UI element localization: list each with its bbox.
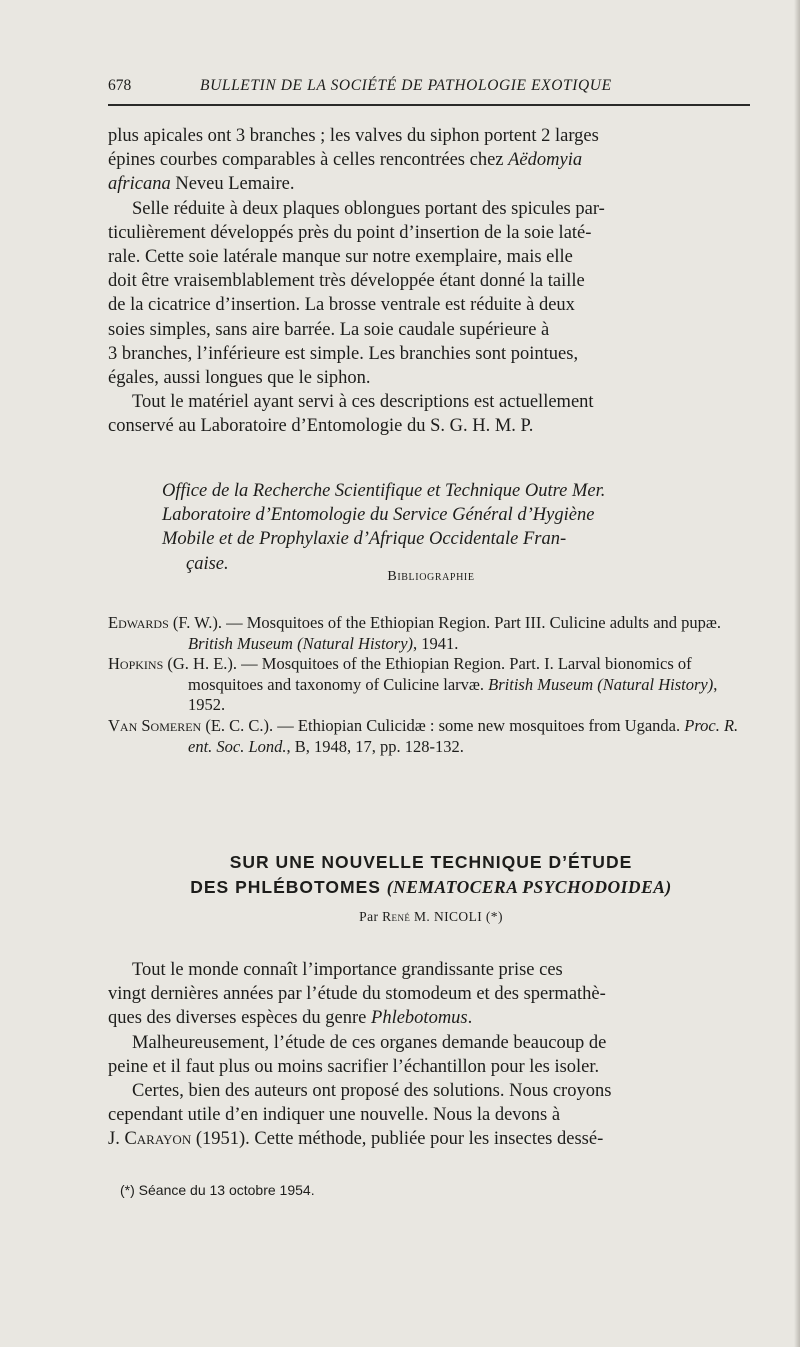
reference-author: Edwards <box>108 613 169 632</box>
page-number: 678 <box>108 77 132 94</box>
genus-name: Phlebotomus <box>371 1008 468 1029</box>
text-line: ticulièrement développés près du point d’insertion de la soie laté- <box>108 222 592 243</box>
reference-publisher: Proc. R. ent. Soc. Lond. <box>188 715 739 756</box>
text-line: plus apicales ont 3 branches ; les valves du siphon portent 2 larges <box>108 126 599 146</box>
text-line: africana Neveu Lemaire. <box>108 174 295 195</box>
text-line: Certes, bien des auteurs ont proposé des solutions. Nous croyons <box>132 1081 612 1102</box>
reference-publisher: British Museum (Natural History) <box>188 633 414 653</box>
species-name: africana <box>108 174 171 195</box>
title-line: SUR UNE NOUVELLE TECHNIQUE D’ÉTUDE <box>229 852 633 872</box>
reference-author: Hopkins <box>108 654 164 674</box>
text-line: égales, aussi longues que le siphon. <box>108 368 371 389</box>
bibliography-list <box>108 613 754 757</box>
header-rule <box>108 104 750 106</box>
text-line: conservé au Laboratoire d’Entomologie du S. G. H. M. P. <box>108 416 534 437</box>
journal-title: BULLETIN DE LA SOCIÉTÉ DE PATHOLOGIE EXOTIQUE <box>200 77 612 94</box>
text-line: de la cicatrice d’insertion. La brosse ventrale est réduite à deux <box>108 295 575 316</box>
affiliation-line: çaise. <box>186 553 229 574</box>
affiliation-line: Office de la Recherche Scientifique et Technique Outre Mer. <box>162 481 606 501</box>
affiliation-line: Laboratoire d’Entomologie du Service Général d’Hygiène <box>162 505 595 526</box>
reference-publisher: British Museum (Natural History) <box>488 674 714 694</box>
bibliography-heading: Bibliographie <box>387 569 475 584</box>
taxon-name: (NEMATOCERA PSYCHODOIDEA) <box>386 877 672 897</box>
title-line: DES PHLÉBOTOMES (NEMATOCERA PSYCHODOIDEA) <box>190 877 672 897</box>
reference-author: Van Someren <box>108 715 202 735</box>
description-text <box>108 124 754 439</box>
footnote: (*) Séance du 13 octobre 1954. <box>120 1182 315 1198</box>
text-line: vingt dernières années par l’étude du stomodeum et des spermathè- <box>108 984 606 1005</box>
text-line: J. Carayon (1951). Cette méthode, publiée pour les insectes dessé- <box>108 1129 604 1150</box>
author-first-name: René <box>382 909 411 924</box>
text-line: peine et il faut plus ou moins sacrifier l’échantillon pour les isoler. <box>108 1056 600 1077</box>
reference-entry: Van Someren (E. C. C.). — Ethiopian Culicidæ : some new mosquitoes from Uganda. Proc. R. ent. Soc. Lond., B, 1948, 17, pp. 128-132. <box>108 715 739 756</box>
text-line: ques des diverses espèces du genre Phlebotomus. <box>108 1008 473 1029</box>
genus-name: Aëdomyia <box>508 150 583 171</box>
article-body <box>108 958 754 1152</box>
text-line: rale. Cette soie latérale manque sur notre exemplaire, mais elle <box>108 247 573 268</box>
affiliation-line: Mobile et de Prophylaxie d’Afrique Occidentale Fran- <box>162 529 567 550</box>
author-name: M. NICOLI (*) <box>410 909 503 924</box>
affiliation <box>162 479 754 576</box>
text-line: Selle réduite à deux plaques oblongues portant des spicules par- <box>132 198 605 219</box>
reference-entry: Edwards (F. W.). — Mosquitoes of the Ethiopian Region. Part III. Culicine adults and pupæ. British Museum (Natural History), 1941. <box>108 613 722 653</box>
text-line: doit être vraisemblablement très développée étant donné la taille <box>108 271 585 292</box>
text-line: soies simples, sans aire barrée. La soie caudale supérieure à <box>108 319 550 340</box>
article-title <box>108 850 754 900</box>
text-line: épines courbes comparables à celles rencontrées chez Aëdomyia <box>108 150 583 171</box>
text-line: Tout le matériel ayant servi à ces descriptions est actuellement <box>132 392 594 413</box>
text-line: Malheureusement, l’étude de ces organes demande beaucoup de <box>132 1032 607 1053</box>
text-line: 3 branches, l’inférieure est simple. Les branchies sont pointues, <box>108 343 579 364</box>
reference-entry: Hopkins (G. H. E.). — Mosquitoes of the Ethiopian Region. Part. I. Larval bionomics of mosquitoes and taxonomy of Culicine larvæ. British Museum (Natural History), 1952. <box>108 654 718 715</box>
text-line: Tout le monde connaît l’importance grandissante prise ces <box>132 960 563 980</box>
text-line: cependant utile d’en indiquer une nouvelle. Nous la devons à <box>108 1105 561 1126</box>
page-edge-shadow <box>794 0 800 1347</box>
author-byline: Par René M. NICOLI (*) <box>359 909 503 924</box>
cited-author: Carayon <box>124 1129 192 1150</box>
